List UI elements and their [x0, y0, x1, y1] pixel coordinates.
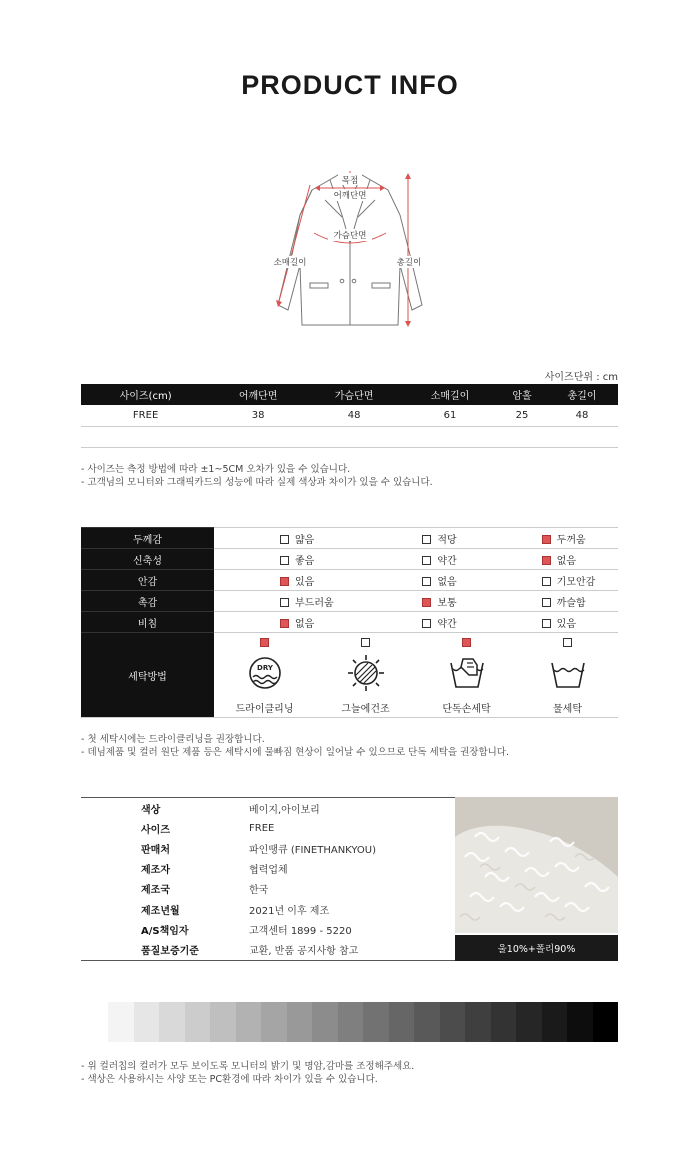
checkbox-icon [422, 535, 431, 544]
checkbox-icon [280, 598, 289, 607]
size-header-cell: 가슴단면 [306, 384, 402, 405]
checkbox-icon [542, 556, 551, 565]
info-key: 제조자 [141, 865, 170, 877]
note-line: - 데님제품 및 컬러 원단 제품 등은 세탁시에 물빠짐 현상이 일어날 수 있으므로 단독 세탁을 권장합니다. [81, 747, 510, 758]
checkbox-icon [542, 619, 551, 628]
gray-swatch [440, 1002, 466, 1042]
jacket-illustration [250, 155, 450, 340]
washing-label: 드라이클리닝 [235, 704, 294, 715]
label-sleeve: 소매길이 [273, 258, 307, 268]
attribute-row [81, 591, 618, 612]
empty-cell [81, 426, 618, 447]
attribute-option [356, 612, 475, 633]
note-line: - 위 컬러칩의 컬러가 모두 보이도록 모니터의 밝기 및 명암,감마를 조정해주세요. [81, 1061, 415, 1072]
checkbox-icon [422, 598, 431, 607]
option-label: 약간 [437, 555, 457, 567]
washing-method [214, 633, 315, 717]
info-row [81, 879, 455, 899]
info-value: FREE [249, 822, 275, 834]
checkbox-icon [260, 638, 269, 647]
option-label: 적당 [437, 534, 457, 546]
gray-swatch [261, 1002, 287, 1042]
info-value: 교환, 반품 공지사항 참고 [249, 945, 359, 957]
attribute-row [81, 528, 618, 549]
info-value: 한국 [249, 885, 269, 897]
size-notes [81, 463, 433, 489]
info-value: 베이지,아이보리 [249, 804, 320, 816]
checkbox-icon [422, 577, 431, 586]
info-key: 판매처 [141, 844, 170, 856]
note-line: - 첫 세탁시에는 드라이클리닝을 권장합니다. [81, 734, 265, 745]
fabric-photo [455, 797, 618, 933]
attribute-option [356, 591, 475, 612]
option-label: 없음 [437, 576, 457, 588]
size-table [81, 384, 618, 448]
attribute-name: 두께감 [81, 528, 214, 549]
attribute-option [214, 528, 356, 549]
info-row [81, 798, 455, 818]
attribute-option [214, 612, 356, 633]
gray-swatch [567, 1002, 593, 1042]
gray-swatch [312, 1002, 338, 1042]
attribute-option [476, 591, 618, 612]
dry-text: DRY [256, 664, 273, 672]
water-wash-icon [548, 653, 588, 696]
attribute-option [356, 549, 475, 570]
option-label: 까슬함 [556, 597, 586, 609]
option-label: 있음 [295, 576, 315, 588]
attribute-row [81, 612, 618, 633]
grayscale-chart [108, 1002, 618, 1042]
option-label: 보통 [437, 597, 457, 609]
checkbox-icon [422, 619, 431, 628]
info-row [81, 899, 455, 919]
option-label: 약간 [437, 618, 457, 630]
washing-label: 그늘에건조 [341, 704, 390, 715]
option-label: 얇음 [295, 534, 315, 546]
gray-swatch [236, 1002, 262, 1042]
note-line: - 사이즈는 측정 방법에 따라 ±1~5CM 오차가 있을 수 있습니다. [81, 464, 351, 475]
info-value: 파인땡큐 (FINETHANKYOU) [249, 844, 377, 856]
info-row [81, 939, 455, 959]
checkbox-icon [542, 577, 551, 586]
info-row [81, 859, 455, 879]
size-unit: 사이즈단위 : cm [544, 372, 618, 383]
checkbox-icon [280, 619, 289, 628]
gray-swatch [465, 1002, 491, 1042]
option-label: 두꺼움 [556, 534, 586, 546]
attribute-option [214, 549, 356, 570]
note-line: - 색상은 사용하시는 사양 또는 PC환경에 따라 차이가 있을 수 있습니다. [81, 1074, 378, 1085]
washing-label: 물세탁 [553, 704, 582, 715]
option-label: 부드러움 [295, 597, 334, 609]
info-value: 협력업체 [249, 865, 288, 877]
gray-swatch [108, 1002, 134, 1042]
washing-method [517, 633, 618, 717]
product-info-list [81, 797, 455, 961]
size-cell: 61 [402, 405, 498, 426]
option-label: 없음 [556, 555, 576, 567]
gray-swatch [516, 1002, 542, 1042]
size-cell: FREE [81, 405, 210, 426]
shade-dry-icon [346, 653, 386, 696]
size-diagram [250, 155, 450, 340]
size-header-cell: 소매길이 [402, 384, 498, 405]
gray-swatch [389, 1002, 415, 1042]
fabric-texture [455, 797, 618, 933]
washing-label: 단독손세탁 [442, 704, 491, 715]
attribute-option [214, 570, 356, 591]
info-row [81, 919, 455, 939]
info-key: 제조국 [141, 885, 170, 897]
gray-swatch [338, 1002, 364, 1042]
gray-swatch [185, 1002, 211, 1042]
attribute-option [476, 612, 618, 633]
fabric-composition: 울10%+폴리90% [455, 935, 618, 961]
wash-notes [81, 733, 509, 759]
attribute-option [214, 591, 356, 612]
hand-wash-icon [447, 653, 487, 696]
table-row [81, 405, 618, 426]
note-line: - 고객님의 모니터와 그래픽카드의 성능에 따라 실제 색상과 차이가 있을 수 있습니다. [81, 477, 433, 488]
table-row-empty [81, 426, 618, 447]
washing-method [315, 633, 416, 717]
gray-swatch [210, 1002, 236, 1042]
gray-swatch [159, 1002, 185, 1042]
gray-swatch [363, 1002, 389, 1042]
attribute-table [81, 527, 618, 718]
attribute-option [476, 549, 618, 570]
checkbox-icon [563, 638, 572, 647]
checkbox-icon [280, 577, 289, 586]
size-cell: 38 [210, 405, 306, 426]
info-key: A/S책임자 [141, 925, 189, 937]
size-cell: 48 [306, 405, 402, 426]
dry-clean-icon [245, 653, 285, 696]
checkbox-icon [542, 598, 551, 607]
label-length: 총길이 [396, 258, 422, 268]
washing-method [416, 633, 517, 717]
gray-swatch [414, 1002, 440, 1042]
checkbox-icon [462, 638, 471, 647]
size-header-cell: 어깨단면 [210, 384, 306, 405]
info-key: 색상 [141, 804, 161, 816]
info-value: 2021년 이후 제조 [249, 905, 330, 917]
attribute-name: 비침 [81, 612, 214, 633]
size-header-cell: 암홀 [498, 384, 546, 405]
attribute-option [476, 528, 618, 549]
option-label: 기모안감 [556, 576, 596, 588]
label-shoulder: 어깨단면 [333, 191, 367, 201]
color-notes [81, 1060, 414, 1086]
attribute-name: 안감 [81, 570, 214, 591]
washing-row [81, 633, 618, 718]
gray-swatch [287, 1002, 313, 1042]
washing-methods [214, 633, 618, 718]
option-label: 없음 [295, 618, 315, 630]
info-row [81, 838, 455, 858]
attribute-option [356, 570, 475, 591]
option-label: 있음 [556, 618, 576, 630]
checkbox-icon [280, 556, 289, 565]
gray-swatch [491, 1002, 517, 1042]
size-cell: 48 [546, 405, 618, 426]
option-label: 좋음 [295, 555, 315, 567]
attribute-option [476, 570, 618, 591]
checkbox-icon [361, 638, 370, 647]
info-key: 품질보증기준 [141, 945, 199, 957]
attribute-row [81, 549, 618, 570]
size-header-cell: 사이즈(cm) [81, 384, 210, 405]
page-title: PRODUCT INFO [241, 70, 459, 100]
size-cell: 25 [498, 405, 546, 426]
checkbox-icon [280, 535, 289, 544]
info-key: 제조년월 [141, 905, 180, 917]
gray-swatch [134, 1002, 160, 1042]
checkbox-icon [542, 535, 551, 544]
info-key: 사이즈 [141, 824, 170, 836]
attribute-row [81, 570, 618, 591]
washing-title: 세탁방법 [81, 633, 214, 718]
info-value: 고객센터 1899 - 5220 [249, 925, 352, 937]
gray-swatch [542, 1002, 568, 1042]
size-header-cell: 총길이 [546, 384, 618, 405]
attribute-name: 신축성 [81, 549, 214, 570]
gray-swatch [593, 1002, 619, 1042]
label-neck: 목점 [341, 176, 359, 186]
checkbox-icon [422, 556, 431, 565]
label-chest: 가슴단면 [333, 231, 367, 241]
info-row [81, 818, 455, 838]
attribute-option [356, 528, 475, 549]
attribute-name: 촉감 [81, 591, 214, 612]
